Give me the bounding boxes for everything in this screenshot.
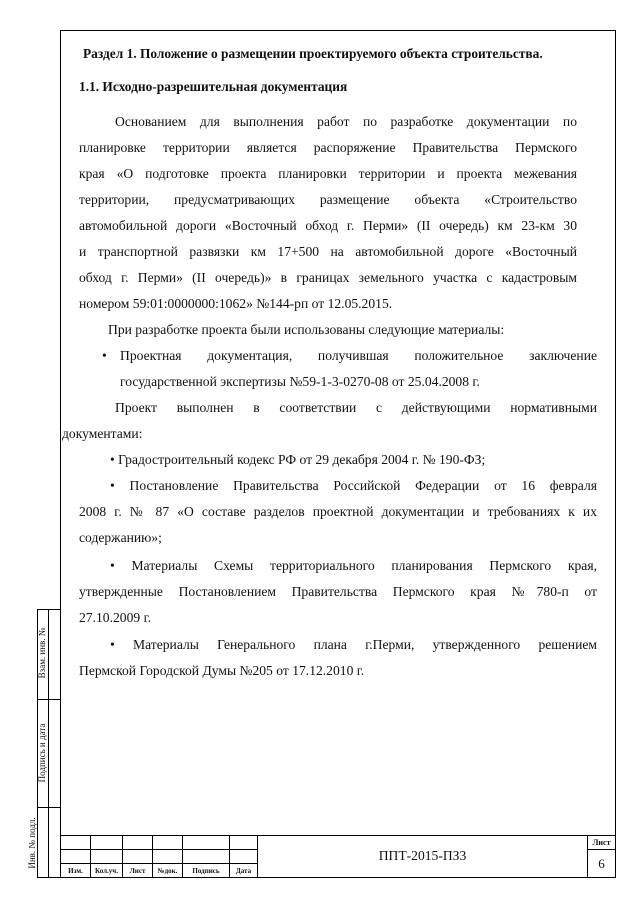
paragraph-line: края «О подготовке проекта планировки территории и проекта межевания <box>79 166 577 181</box>
list-item-line: • Материалы Схемы территориального планирования Пермского края, <box>110 558 597 573</box>
paragraph-line: обход г. Перми» (II очередь)» в границах земельного участка с кадастровым <box>79 270 577 285</box>
frame-left <box>60 30 61 878</box>
paragraph-line: номером 59:01:0000000:1062» №144-рп от 12.05.2015. <box>79 296 393 311</box>
stamp-label-replacement-inv: Взам. инв. № <box>37 627 47 679</box>
title-block-col-docnum: №док. <box>157 867 178 875</box>
frame-bottom <box>37 877 616 878</box>
list-item-line: утвержденные Постановлением Правительства Пермского края №780-п от <box>79 584 597 599</box>
document-code: ППТ-2015-ПЗ3 <box>378 848 467 863</box>
paragraph-line: автомобильной дороги «Восточный обход г. Перми» (II очередь) км 23-км 30 <box>79 218 577 233</box>
section-title: Раздел 1. Положение о размещении проектируемого объекта строительства. <box>83 46 543 61</box>
frame-right <box>615 30 616 878</box>
stamp-label-original-inv: Инв. № подл. <box>27 817 37 869</box>
title-block-col-change: Изм. <box>68 867 83 875</box>
paragraph-line: Проект выполнен в соответствии с действующими нормативными <box>115 400 597 415</box>
sheet-number: 6 <box>598 856 605 871</box>
list-item-line: Пермской Городской Думы №205 от 17.12.2010 г. <box>79 663 365 678</box>
title-block-col-date: Дата <box>235 867 252 875</box>
stamp-label-signature-date: Подпись и дата <box>37 723 47 783</box>
paragraph-line: территории, предусматривающих размещение объекта «Строительство <box>79 192 577 207</box>
list-item-line: государственной экспертизы №59-1-3-0270-08 от 25.04.2008 г. <box>120 374 480 389</box>
paragraph-line: Основанием для выполнения работ по разработке документации по <box>115 114 577 129</box>
title-block-col-signature: Подпись <box>192 867 220 875</box>
list-item-line: Проектная документация, получившая положительное заключение <box>120 348 597 363</box>
list-item-line: 2008 г. № 87 «О составе разделов проектной документации и требованиях к их <box>79 504 597 519</box>
list-item-line: 27.10.2009 г. <box>79 610 152 625</box>
list-item-line: содержанию»; <box>79 530 162 545</box>
bullet-icon: • <box>102 348 107 363</box>
title-block-col-count: Кол.уч. <box>94 867 118 875</box>
paragraph-line: и транспортной развязки км 17+500 на автомобильной дороге «Восточный <box>79 244 577 259</box>
paragraph-line: планировке территории является распоряжение Правительства Пермского <box>79 140 577 155</box>
subsection-title: 1.1. Исходно-разрешительная документация <box>79 79 348 94</box>
title-block-col-sheet: Лист <box>129 867 146 875</box>
list-item-line: • Постановление Правительства Российской Федерации от 16 февраля <box>110 478 597 493</box>
paragraph-materials-intro: При разработке проекта были использованы следующие материалы: <box>108 322 505 337</box>
list-item-line: • Градостроительный кодекс РФ от 29 декабря 2004 г. № 190-ФЗ; <box>110 452 486 467</box>
paragraph-line: документами: <box>62 426 143 441</box>
list-item-line: • Материалы Генерального плана г.Перми, утвержденного решением <box>110 637 597 652</box>
frame-top <box>60 30 616 31</box>
sheet-label: Лист <box>592 838 611 847</box>
